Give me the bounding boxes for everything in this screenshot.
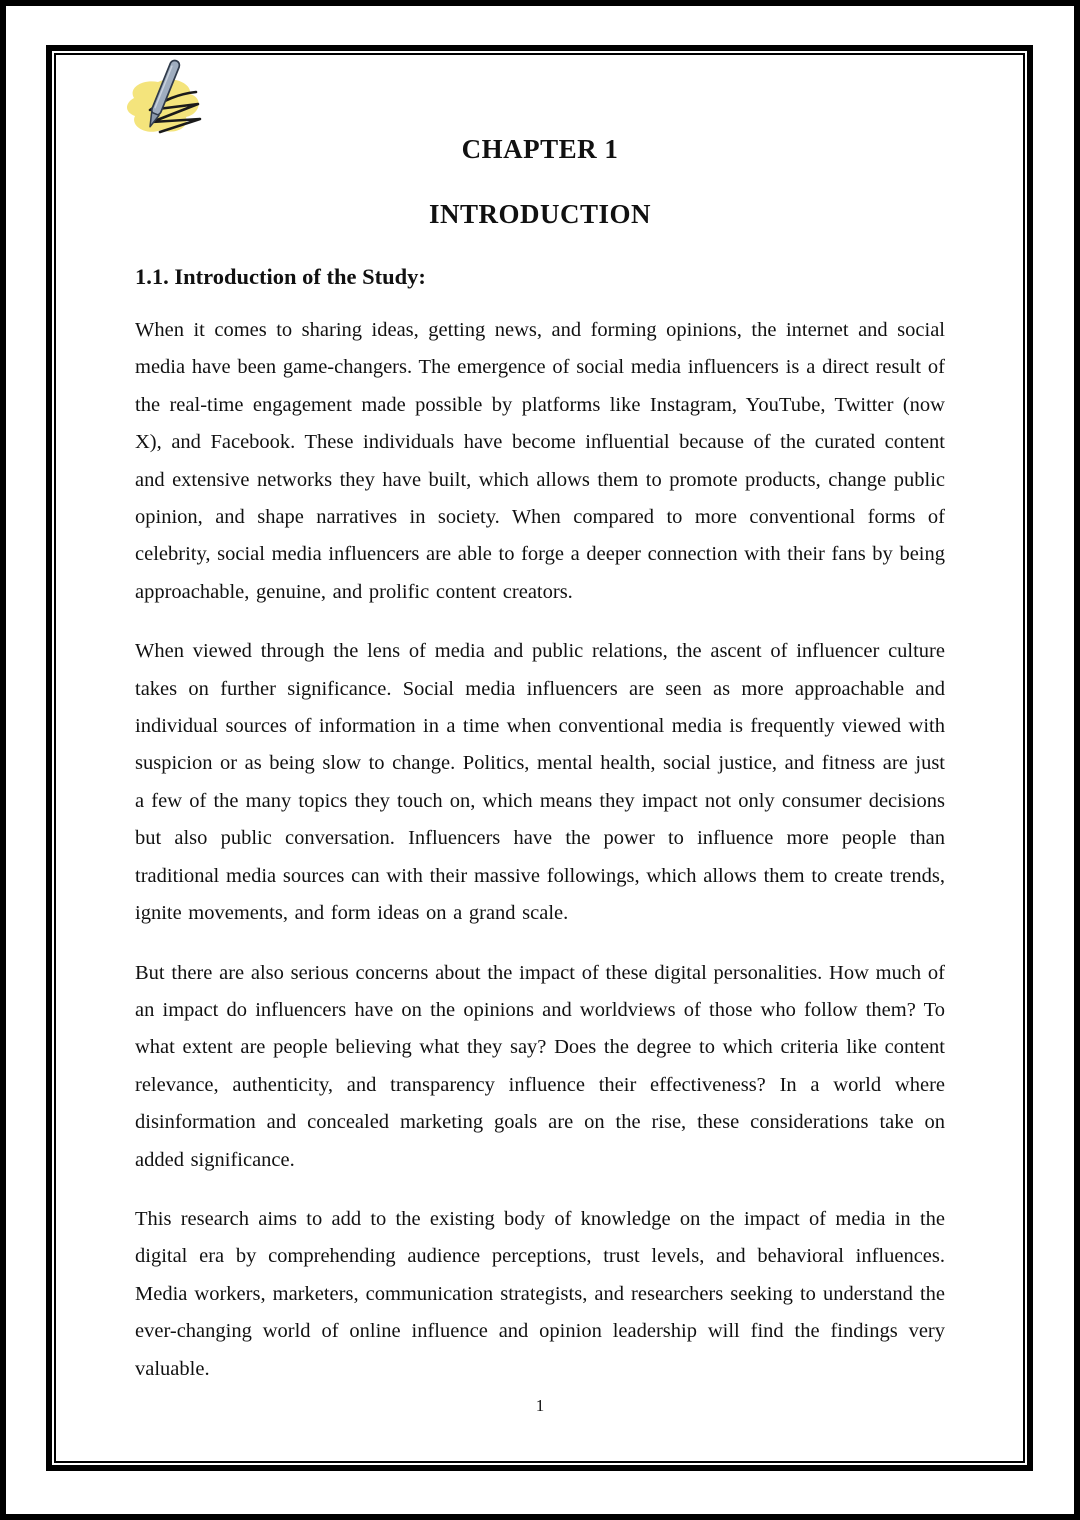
paragraph-4: This research aims to add to the existing body of knowledge on the impact of media in the digital era by comprehending audience perceptions, trust levels, and behavioral influences. Media workers, marketers, communication strategists, and researchers seeking to understand the ever-changing world of online influence and opinion leadership will find the findings very valuable.: [135, 1207, 945, 1380]
paragraph-1: When it comes to sharing ideas, getting news, and forming opinions, the internet and social media have been game-changers. The emergence of social media influencers is a direct result of the real-time engagement made possible by platforms like Instagram, YouTube, Twitter (now X), and Facebook. These individuals have become influential because of the curated content and extensive networks they have built, which allows them to promote products, change public opinion, and shape narratives in society. When compared to more conventional forms of celebrity, social media influencers are able to forge a deeper connection with their fans by being approachable, genuine, and prolific content creators.: [135, 319, 945, 603]
page-content: [135, 0, 945, 1388]
chapter-title: CHAPTER 1: [461, 134, 619, 164]
page-number: 1: [535, 1396, 545, 1415]
paragraph-2: When viewed through the lens of media and public relations, the ascent of influencer culture takes on further significance. Social media influencers are seen as more approachable and individual sources of information in a time when conventional media is frequently viewed with suspicion or as being slow to change. Politics, mental health, social justice, and fitness are just a few of the many topics they touch on, which means they impact not only consumer decisions but also public conversation. Influencers have the power to influence more people than traditional media sources can with their massive followings, which allows them to create trends, ignite movements, and form ideas on a grand scale.: [135, 640, 945, 925]
section-title: INTRODUCTION: [428, 199, 652, 229]
subsection-heading: 1.1. Introduction of the Study:: [135, 264, 426, 289]
paragraph-3: But there are also serious concerns about the impact of these digital personalities. How much of an impact do influencers have on the opinions and worldviews of those who follow them? To what extent are people believing what they say? Does the degree to which criteria like content relevance, authenticity, and transparency influence their effectiveness? In a world where disinformation and concealed marketing goals are on the rise, these considerations take on added significance.: [135, 961, 945, 1171]
